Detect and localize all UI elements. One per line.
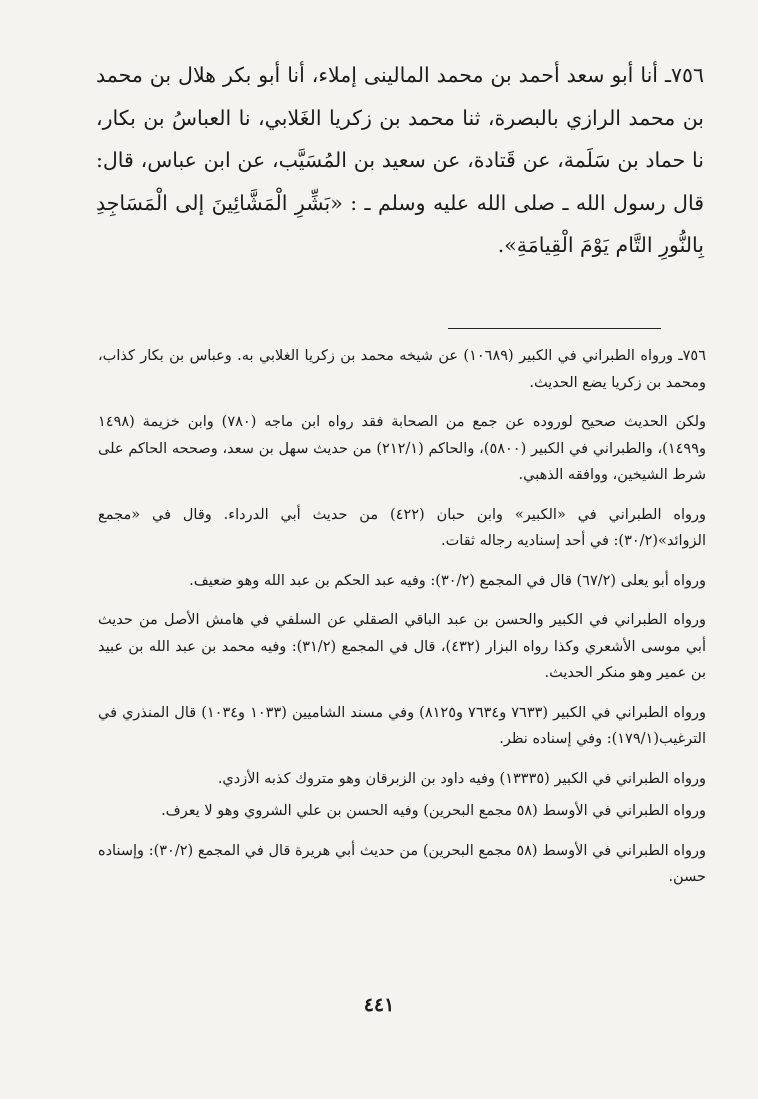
hadith-paragraph: ٧٥٦ـ أنا أبو سعد أحمد بن محمد المالينى إملاء، أنا أبو بكر هلال بن محمد بن محمد الرازي بالبصرة، ثنا محمد بن زكريا الغَلابي، نا العباسُ بن بكار، نا حماد بن سَلَمة، عن قَتادة، عن سعيد بن المُسَيَّب، عن ابن عباس، قال: قال رسول الله ـ صلى الله عليه وسلم ـ : «بَشِّرِ الْمَشَّائِينَ إلى الْمَسَاجِدِ بِالنُّورِ التَّام يَوْمَ الْقِيامَةِ».	[96, 63, 704, 257]
footnote-5: ورواه الطبراني في الكبير والحسن بن عبد الباقي الصقلي عن السلفي في هامش الأصل من حديث أبي موسى الأشعري وكذا رواه البزار (٤٣٢)، قال في المجمع (٣١/٢): وفيه محمد بن عبد الله بن عبيد بن عمير وهو منكر الحديث.	[98, 612, 706, 681]
footnote-6: ورواه الطبراني في الكبير (٧٦٣٣ و٧٦٣٤ و٨١٢٥) وفي مسند الشاميين (١٠٣٣ و١٠٣٤) قال المنذري في الترغيب(١٧٩/١): وفي إسناده نظر.	[98, 704, 706, 747]
footnote-separator	[448, 328, 661, 329]
footnote-7: ورواه الطبراني في الكبير (١٣٣٣٥) وفيه داود بن الزبرقان وهو متروك كذبه الأزدي.	[217, 770, 706, 787]
hadith-text	[96, 54, 704, 267]
footnote-8: ورواه الطبراني في الأوسط (٥٨ مجمع البحرين) وفيه الحسن بن علي الشروي وهو لا يعرف.	[161, 803, 706, 819]
footnote-4: ورواه أبو يعلى (٦٧/٢) قال في المجمع (٣٠/٢): وفيه عبد الحكم بن عبد الله وهو ضعيف.	[189, 572, 706, 589]
footnote-9: ورواه الطبراني في الأوسط (٥٨ مجمع البحرين) من حديث أبي هريرة قال في المجمع (٣٠/٢): وإسناده حسن.	[98, 842, 706, 885]
footnote-3: ورواه الطبراني في «الكبير» وابن حبان (٤٢٢) من حديث أبي الدرداء. وقال في «مجمع الزوائد»(٣٠/٢): في أحد إسناديه رجاله ثقات.	[98, 506, 706, 549]
footnote-2: ولكن الحديث صحيح لوروده عن جمع من الصحابة فقد رواه ابن ماجه (٧٨٠) وابن خزيمة (١٤٩٨ و١٤٩٩)، والطبراني في الكبير (٥٨٠٠)، والحاكم (٢١٢/١) من حديث سهل بن سعد، وصححه الحاكم على شرط الشيخين، ووافقه الذهبي.	[98, 414, 707, 483]
page-number: ٤٤١	[363, 994, 395, 1016]
footnotes	[98, 343, 706, 904]
footnote-1: ٧٥٦ـ ورواه الطبراني في الكبير (١٠٦٨٩) عن شيخه محمد بن زكريا الغلابي به. وعباس بن بكار كذاب، ومحمد بن زكريا يضع الحديث.	[98, 348, 706, 391]
